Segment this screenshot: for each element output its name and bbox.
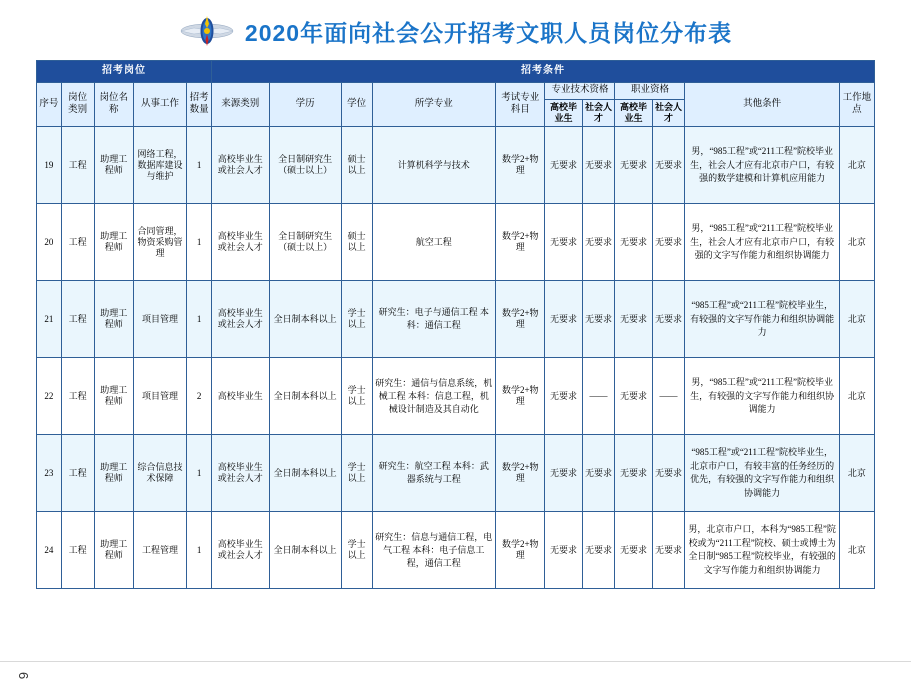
table-row — [37, 204, 875, 281]
cell-post-name: 助理工程师 — [94, 358, 133, 435]
cell-work-content: 项目管理 — [133, 281, 187, 358]
cell-voc-social: 无要求 — [652, 435, 685, 512]
cell-tech-graduate: 无要求 — [545, 281, 582, 358]
cell-post-category: 工程 — [61, 204, 94, 281]
column-header-professional-tech: 专业技术资格 — [545, 83, 615, 100]
cell-tech-graduate: 无要求 — [545, 127, 582, 204]
cell-quantity: 1 — [187, 281, 212, 358]
cell-education: 全日制研究生（硕士以上） — [269, 127, 341, 204]
cell-work-location: 北京 — [839, 204, 874, 281]
column-header-quantity: 招考数量 — [187, 83, 212, 127]
column-header-work-content: 从事工作 — [133, 83, 187, 127]
table-header-row-1 — [37, 83, 875, 100]
table-row — [37, 127, 875, 204]
table-row — [37, 435, 875, 512]
document-header — [0, 0, 911, 56]
cell-tech-social: 无要求 — [582, 127, 615, 204]
cell-source-category: 高校毕业生或社会人才 — [211, 127, 269, 204]
cell-work-content: 综合信息技术保障 — [133, 435, 187, 512]
cell-post-name: 助理工程师 — [94, 435, 133, 512]
page-title: 2020年面向社会公开招考文职人员岗位分布表 — [244, 19, 733, 46]
military-emblem-icon — [179, 11, 235, 51]
cell-source-category: 高校毕业生或社会人才 — [211, 435, 269, 512]
cell-voc-graduate: 无要求 — [615, 127, 652, 204]
column-header-post-name: 岗位名称 — [94, 83, 133, 127]
cell-degree: 学士以上 — [341, 512, 372, 589]
cell-degree: 硕士以上 — [341, 204, 372, 281]
cell-work-location: 北京 — [839, 435, 874, 512]
column-header-tech-graduate: 高校毕业生 — [545, 99, 582, 127]
cell-post-name: 助理工程师 — [94, 204, 133, 281]
cell-other-conditions: 男，“985工程”或“211工程”院校毕业生，有较强的文字写作能力和组织协调能力 — [685, 358, 839, 435]
cell-degree: 学士以上 — [341, 281, 372, 358]
cell-seq: 22 — [37, 358, 62, 435]
cell-tech-social: —— — [582, 358, 615, 435]
cell-other-conditions: “985工程”或“211工程”院校毕业生，有较强的文字写作能力和组织协调能力 — [685, 281, 839, 358]
cell-post-category: 工程 — [61, 281, 94, 358]
cell-post-category: 工程 — [61, 358, 94, 435]
cell-degree: 学士以上 — [341, 358, 372, 435]
cell-post-category: 工程 — [61, 435, 94, 512]
cell-major: 研究生：航空工程 本科：武器系统与工程 — [372, 435, 496, 512]
group-header-position: 招考岗位 — [37, 61, 212, 83]
column-header-vocational: 职业资格 — [615, 83, 685, 100]
cell-education: 全日制本科以上 — [269, 512, 341, 589]
cell-source-category: 高校毕业生或社会人才 — [211, 512, 269, 589]
cell-voc-social: 无要求 — [652, 281, 685, 358]
cell-other-conditions: 男，“985工程”或“211工程”院校毕业生，社会人才应有北京市户口，有较强的数学建模和计算机应用能力 — [685, 127, 839, 204]
cell-work-content: 合同管理，物资采购管理 — [133, 204, 187, 281]
cell-major: 研究生：通信与信息系统，机械工程 本科：信息工程，机械设计制造及其自动化 — [372, 358, 496, 435]
page-number: 6 — [16, 672, 31, 680]
cell-post-name: 助理工程师 — [94, 512, 133, 589]
footer-divider — [0, 661, 911, 662]
cell-other-conditions: 男，“985工程”或“211工程”院校毕业生，社会人才应有北京市户口，有较强的文字写作能力和组织协调能力 — [685, 204, 839, 281]
column-header-source-category: 来源类别 — [211, 83, 269, 127]
cell-voc-graduate: 无要求 — [615, 204, 652, 281]
cell-tech-graduate: 无要求 — [545, 204, 582, 281]
cell-work-content: 网络工程，数据库建设与维护 — [133, 127, 187, 204]
cell-tech-graduate: 无要求 — [545, 358, 582, 435]
cell-seq: 23 — [37, 435, 62, 512]
cell-work-location: 北京 — [839, 512, 874, 589]
cell-source-category: 高校毕业生或社会人才 — [211, 204, 269, 281]
column-header-voc-social: 社会人才 — [652, 99, 685, 127]
cell-quantity: 1 — [187, 204, 212, 281]
table-row — [37, 512, 875, 589]
cell-source-category: 高校毕业生或社会人才 — [211, 281, 269, 358]
cell-quantity: 1 — [187, 512, 212, 589]
column-header-major: 所学专业 — [372, 83, 496, 127]
cell-exam-subject: 数学2+物理 — [496, 358, 545, 435]
cell-seq: 20 — [37, 204, 62, 281]
cell-work-location: 北京 — [839, 281, 874, 358]
table-group-header-row — [37, 61, 875, 83]
cell-work-location: 北京 — [839, 358, 874, 435]
cell-major: 研究生：电子与通信工程 本科：通信工程 — [372, 281, 496, 358]
cell-exam-subject: 数学2+物理 — [496, 127, 545, 204]
cell-education: 全日制研究生（硕士以上） — [269, 204, 341, 281]
cell-tech-social: 无要求 — [582, 435, 615, 512]
cell-voc-social: —— — [652, 358, 685, 435]
group-header-conditions: 招考条件 — [211, 61, 874, 83]
cell-quantity: 2 — [187, 358, 212, 435]
column-header-degree: 学位 — [341, 83, 372, 127]
column-header-education: 学历 — [269, 83, 341, 127]
cell-tech-social: 无要求 — [582, 281, 615, 358]
column-header-seq: 序号 — [37, 83, 62, 127]
cell-post-category: 工程 — [61, 512, 94, 589]
table-row — [37, 281, 875, 358]
cell-voc-graduate: 无要求 — [615, 435, 652, 512]
cell-education: 全日制本科以上 — [269, 281, 341, 358]
column-header-other-conditions: 其他条件 — [685, 83, 839, 127]
cell-exam-subject: 数学2+物理 — [496, 512, 545, 589]
cell-major: 研究生：信息与通信工程，电气工程 本科：电子信息工程，通信工程 — [372, 512, 496, 589]
cell-voc-social: 无要求 — [652, 512, 685, 589]
cell-voc-graduate: 无要求 — [615, 512, 652, 589]
cell-exam-subject: 数学2+物理 — [496, 435, 545, 512]
column-header-work-location: 工作地点 — [839, 83, 874, 127]
cell-work-content: 工程管理 — [133, 512, 187, 589]
cell-tech-social: 无要求 — [582, 512, 615, 589]
table-container — [0, 56, 911, 589]
job-distribution-table — [36, 60, 875, 589]
column-header-voc-graduate: 高校毕业生 — [615, 99, 652, 127]
cell-degree: 硕士以上 — [341, 127, 372, 204]
column-header-post-category: 岗位类别 — [61, 83, 94, 127]
cell-seq: 19 — [37, 127, 62, 204]
cell-quantity: 1 — [187, 435, 212, 512]
cell-work-location: 北京 — [839, 127, 874, 204]
cell-seq: 21 — [37, 281, 62, 358]
cell-voc-graduate: 无要求 — [615, 281, 652, 358]
cell-post-name: 助理工程师 — [94, 281, 133, 358]
cell-major: 计算机科学与技术 — [372, 127, 496, 204]
cell-degree: 学士以上 — [341, 435, 372, 512]
cell-tech-graduate: 无要求 — [545, 435, 582, 512]
table-body — [37, 127, 875, 589]
cell-seq: 24 — [37, 512, 62, 589]
cell-major: 航空工程 — [372, 204, 496, 281]
cell-voc-social: 无要求 — [652, 204, 685, 281]
cell-voc-social: 无要求 — [652, 127, 685, 204]
cell-education: 全日制本科以上 — [269, 435, 341, 512]
cell-other-conditions: “985工程”或“211工程”院校毕业生，北京市户口，有较丰富的任务经历的优先，有较强的文字写作能力和组织协调能力 — [685, 435, 839, 512]
cell-work-content: 项目管理 — [133, 358, 187, 435]
cell-tech-social: 无要求 — [582, 204, 615, 281]
cell-source-category: 高校毕业生 — [211, 358, 269, 435]
cell-quantity: 1 — [187, 127, 212, 204]
column-header-tech-social: 社会人才 — [582, 99, 615, 127]
cell-post-name: 助理工程师 — [94, 127, 133, 204]
cell-exam-subject: 数学2+物理 — [496, 204, 545, 281]
cell-tech-graduate: 无要求 — [545, 512, 582, 589]
cell-voc-graduate: 无要求 — [615, 358, 652, 435]
cell-education: 全日制本科以上 — [269, 358, 341, 435]
cell-post-category: 工程 — [61, 127, 94, 204]
cell-exam-subject: 数学2+物理 — [496, 281, 545, 358]
table-row — [37, 358, 875, 435]
column-header-exam-subject: 考试专业科目 — [496, 83, 545, 127]
cell-other-conditions: 男，北京市户口，本科为“985工程”院校或为“211工程”院校、硕士或博士为全日制“985工程”院校毕业，有较强的文字写作能力和组织协调能力 — [685, 512, 839, 589]
